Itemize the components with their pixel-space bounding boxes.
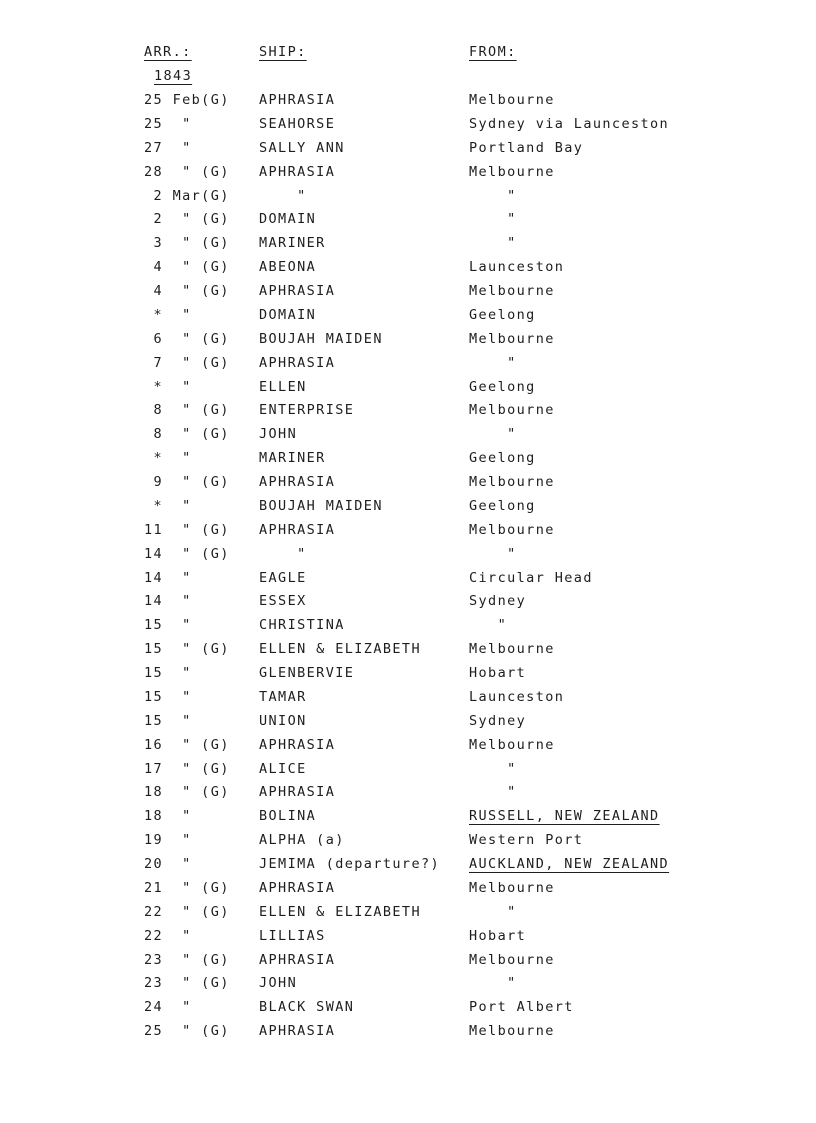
origin-port: " [469,903,517,920]
arrival-row [0,307,816,331]
origin-port: " [469,354,517,371]
arrival-date: 6 " (G) [144,330,230,347]
origin-port: Circular Head [469,569,593,586]
ship-name: APHRASIA [259,521,336,538]
ship-name: APHRASIA [259,474,336,490]
ship-name: APHRASIA [259,283,336,299]
origin-port: " [469,187,517,204]
ship-name: ELLEN & ELIZABETH [259,903,421,920]
arrival-row [0,116,816,140]
arrival-row [0,570,816,594]
arrival-date: 17 " (G) [144,760,230,777]
arrival-row [0,402,816,426]
origin-port: Hobart [469,665,527,681]
ship-name: MARINER [259,450,326,467]
ship-name: APHRASIA [259,163,336,180]
arrival-date: 16 " (G) [144,736,230,753]
arrival-row [0,832,816,856]
ship-name: BLACK SWAN [259,999,355,1016]
ship-name: GLENBERVIE [259,665,355,681]
ship-name: TAMAR [259,688,307,705]
ship-name: EAGLE [259,569,307,586]
header-from: FROM: [469,44,517,60]
arrival-date: 14 " (G) [144,545,230,562]
arrival-date: 3 " (G) [144,235,230,252]
origin-port: " [469,545,517,562]
arrival-row [0,641,816,665]
origin-port: Melbourne [469,330,555,347]
arrival-date: 8 " (G) [144,402,230,419]
origin-port: Melbourne [469,521,555,538]
arrival-row [0,665,816,689]
arrival-date: 22 " (G) [144,903,230,920]
origin-port: Melbourne [469,1023,555,1040]
arrival-date: 25 " (G) [144,1023,230,1040]
arrival-date: 4 " (G) [144,259,230,276]
arrival-date: 14 " [144,569,192,586]
arrival-date: 15 " [144,688,192,705]
arrival-row [0,498,816,522]
ship-name: ESSEX [259,593,307,610]
arrival-row [0,235,816,259]
origin-port: Melbourne [469,402,555,419]
header-ship: SHIP: [259,44,307,60]
origin-port: Launceston [469,259,565,276]
origin-port: RUSSELL, NEW ZEALAND [469,808,660,825]
ship-name: BOUJAH MAIDEN [259,497,383,514]
ship-name: BOUJAH MAIDEN [259,330,383,347]
arrival-date: 23 " (G) [144,975,230,992]
arrival-date: 15 " [144,665,192,681]
ship-name: APHRASIA [259,784,336,801]
arrival-row [0,426,816,450]
arrival-date: 23 " (G) [144,951,230,968]
ship-name: ELLEN & ELIZABETH [259,641,421,658]
ship-name: " [259,545,307,562]
arrival-date: 14 " [144,593,192,610]
origin-port: Melbourne [469,879,555,896]
origin-port: Launceston [469,688,565,705]
arrival-row [0,259,816,283]
arrival-row [0,211,816,235]
arrival-row [0,331,816,355]
origin-port: " [469,975,517,992]
ship-name: APHRASIA [259,92,336,108]
arrival-date: 28 " (G) [144,163,230,180]
arrival-row [0,713,816,737]
origin-port: " [469,426,517,443]
year-heading: 1843 [154,68,193,84]
ship-name: APHRASIA [259,951,336,968]
ship-name: ENTERPRISE [259,402,355,419]
origin-port: " [469,760,517,777]
arrival-date: 15 " (G) [144,641,230,658]
origin-port: Melbourne [469,474,555,490]
arrival-row [0,784,816,808]
arrival-date: 15 " [144,712,192,729]
origin-port: Melbourne [469,736,555,753]
origin-port: AUCKLAND, NEW ZEALAND [469,856,670,872]
ship-name: CHRISTINA [259,617,345,634]
arrival-row [0,689,816,713]
arrival-row [0,92,816,116]
arrival-row [0,474,816,498]
arrival-row [0,975,816,999]
arrival-date: 19 " [144,832,192,849]
arrival-row [0,1023,816,1047]
arrival-date: 20 " [144,856,192,872]
ship-name: BOLINA [259,808,317,825]
arrival-date: 2 " (G) [144,211,230,228]
ship-name: APHRASIA [259,879,336,896]
arrival-date: 9 " (G) [144,474,230,490]
origin-port: Geelong [469,306,536,323]
ship-name: JOHN [259,426,298,443]
arrival-row [0,737,816,761]
arrival-row [0,546,816,570]
arrival-date: 11 " (G) [144,521,230,538]
ship-name: APHRASIA [259,354,336,371]
ship-name: JOHN [259,975,298,992]
column-header-row [0,44,816,64]
arrival-row [0,808,816,832]
arrival-row [0,904,816,928]
origin-port: Melbourne [469,92,555,108]
ship-name: " [259,187,307,204]
ship-name: ELLEN [259,378,307,395]
origin-port: Hobart [469,927,527,944]
ship-name: MARINER [259,235,326,252]
arrival-date: * " [144,450,192,467]
origin-port: Melbourne [469,283,555,299]
origin-port: Sydney [469,593,527,610]
arrival-row [0,450,816,474]
ship-name: UNION [259,712,307,729]
arrival-row [0,928,816,952]
arrival-row [0,355,816,379]
arrival-date: 18 " [144,808,192,825]
arrival-date: 25 Feb(G) [144,92,230,108]
arrival-row [0,522,816,546]
origin-port: Geelong [469,497,536,514]
arrival-date: 7 " (G) [144,354,230,371]
origin-port: " [469,211,517,228]
origin-port: " [469,784,517,801]
arrival-date: 27 " [144,139,192,156]
arrival-date: 18 " (G) [144,784,230,801]
origin-port: Portland Bay [469,139,584,156]
arrival-row [0,856,816,880]
ship-name: ALICE [259,760,307,777]
ship-name: SEAHORSE [259,115,336,132]
origin-port: Melbourne [469,163,555,180]
origin-port: Sydney [469,712,527,729]
arrival-date: 8 " (G) [144,426,230,443]
arrival-date: 2 Mar(G) [144,187,230,204]
arrival-date: * " [144,497,192,514]
arrival-date: * " [144,306,192,323]
ship-name: LILLIAS [259,927,326,944]
header-arrival: ARR.: [144,44,192,60]
origin-port: " [469,617,508,634]
origin-port: Geelong [469,378,536,395]
arrival-date: 24 " [144,999,192,1016]
arrival-date: 15 " [144,617,192,634]
ship-name: DOMAIN [259,306,317,323]
arrival-row [0,761,816,785]
origin-port: Geelong [469,450,536,467]
arrival-row [0,617,816,641]
origin-port: Melbourne [469,951,555,968]
ship-name: DOMAIN [259,211,317,228]
ship-name: APHRASIA [259,1023,336,1040]
arrival-date: 25 " [144,115,192,132]
ship-name: SALLY ANN [259,139,345,156]
origin-port: Port Albert [469,999,574,1016]
arrival-row [0,999,816,1023]
ship-name: APHRASIA [259,736,336,753]
arrival-row [0,188,816,212]
ship-name: ALPHA (a) [259,832,345,849]
arrival-row [0,140,816,164]
arrival-row [0,379,816,403]
origin-port: Western Port [469,832,584,849]
arrival-row [0,283,816,307]
arrival-row [0,952,816,976]
ship-name: JEMIMA (departure?) [259,856,441,872]
origin-port: Melbourne [469,641,555,658]
arrival-date: 22 " [144,927,192,944]
arrival-row [0,880,816,904]
arrival-row [0,164,816,188]
arrivals-list [0,92,816,1047]
arrival-date: * " [144,378,192,395]
ship-name: ABEONA [259,259,317,276]
arrival-date: 21 " (G) [144,879,230,896]
origin-port: Sydney via Launceston [469,115,670,132]
origin-port: " [469,235,517,252]
arrival-date: 4 " (G) [144,283,230,299]
arrival-row [0,593,816,617]
